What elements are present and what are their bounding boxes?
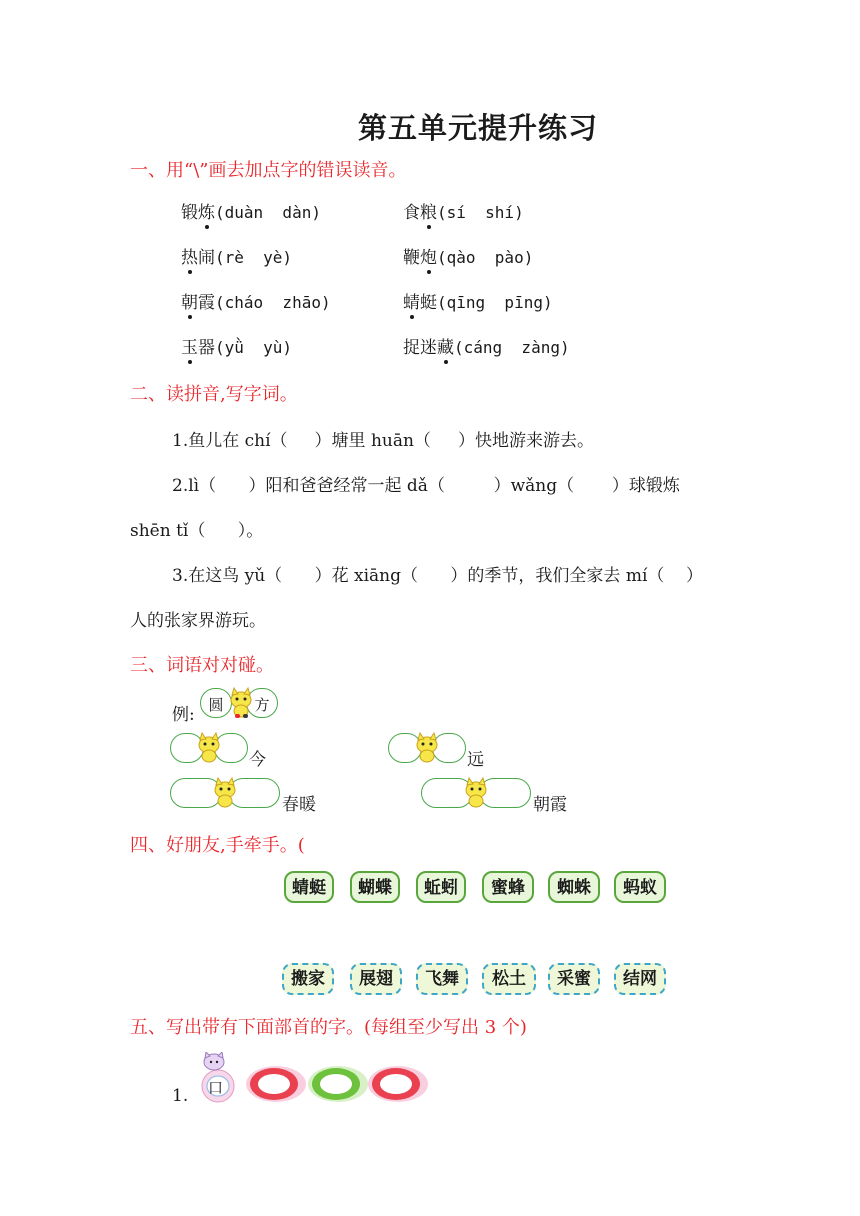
pinyin-item: 朝霞(cháo zhāo) (181, 288, 331, 313)
red-flower-blank[interactable] (244, 1062, 308, 1106)
cat-icon (410, 731, 444, 765)
item-1-label: 1. (172, 1086, 189, 1106)
question-line: 1.鱼儿在 chí（ ）塘里 huān（ ）快地游来游去。 (172, 431, 594, 451)
word-pair (170, 778, 282, 810)
cat-icon (192, 731, 226, 765)
dotted-char: 朝 (181, 288, 198, 313)
pinyin-options: (cáng zàng) (454, 338, 570, 357)
pinyin-item: 鞭炮(qào pào) (403, 243, 533, 268)
dotted-char: 炮 (420, 243, 437, 268)
dotted-char: 玉 (181, 333, 198, 358)
action-word-box[interactable]: 展翅 (350, 963, 402, 995)
action-word-box[interactable]: 结网 (614, 963, 666, 995)
pinyin-options: (cháo zhāo) (215, 293, 331, 312)
pair-right-char: 方 (254, 696, 270, 714)
pinyin-options: (qào pào) (437, 248, 534, 267)
pinyin-options: (duàn dàn) (215, 203, 321, 222)
insect-word-box[interactable]: 蝴蝶 (350, 871, 400, 903)
pair-left-char: 圆 (208, 696, 224, 714)
action-word-box[interactable]: 飞舞 (416, 963, 468, 995)
insect-word-box[interactable]: 蚯蚓 (416, 871, 466, 903)
section-5-heading: 五、写出带有下面部首的字。(每组至少写出 3 个) (130, 1017, 527, 1038)
pinyin-item: 蜻蜓(qīng pīng) (403, 288, 553, 313)
insect-word-box[interactable]: 蜻蜓 (284, 871, 334, 903)
insect-word-box[interactable]: 蚂蚁 (614, 871, 666, 903)
pair-word: 朝霞 (533, 795, 567, 815)
pinyin-item: 锻炼(duàn dàn) (181, 198, 321, 223)
pinyin-item: 玉器(yǜ yù) (181, 333, 292, 358)
radical-group (190, 1052, 440, 1106)
word-pair (170, 733, 250, 765)
green-flower-blank[interactable] (306, 1062, 370, 1106)
dotted-char: 粮 (420, 198, 437, 223)
section-2-heading: 二、读拼音,写字词。 (130, 384, 298, 405)
pinyin-item: 食粮(sí shí) (403, 198, 524, 223)
action-word-box[interactable]: 采蜜 (548, 963, 600, 995)
pinyin-options: (yǜ yù) (215, 338, 293, 357)
section-1-heading: 一、用“\”画去加点字的错误读音。 (130, 160, 407, 181)
pinyin-options: (qīng pīng) (437, 293, 553, 312)
word-pair (388, 733, 468, 765)
pinyin-options: (sí shí) (437, 203, 524, 222)
question-line: 3.在这鸟 yǔ（ ）花 xiāng（ ）的季节，我们全家去 mí（ ） (172, 566, 703, 586)
example-label: 例: (172, 705, 195, 725)
cat-icon (224, 686, 258, 720)
pinyin-item: 捉迷藏(cáng zàng) (403, 333, 570, 358)
action-word-box[interactable]: 松土 (482, 963, 536, 995)
section-4-heading: 四、好朋友,手牵手。( (130, 835, 305, 856)
pinyin-options: (rè yè) (215, 248, 293, 267)
pair-word: 远 (467, 750, 484, 770)
insect-word-box[interactable]: 蜜蜂 (482, 871, 534, 903)
cat-icon (208, 776, 242, 810)
example-pair (200, 688, 280, 720)
dotted-char: 炼 (198, 198, 215, 223)
action-word-box[interactable]: 搬家 (282, 963, 334, 995)
pair-word: 今 (249, 750, 266, 770)
dotted-char: 蜻 (403, 288, 420, 313)
section-3-heading: 三、词语对对碰。 (130, 655, 274, 676)
word-pair (421, 778, 533, 810)
question-line: shēn tǐ（ ）。 (130, 521, 264, 541)
red-flower-blank[interactable] (366, 1062, 430, 1106)
insect-word-box[interactable]: 蜘蛛 (548, 871, 600, 903)
radical-char: 口 (208, 1079, 224, 1097)
pinyin-item: 热闹(rè yè) (181, 243, 292, 268)
question-line: 人的张家界游玩。 (130, 611, 266, 631)
question-line: 2.lì（ ）阳和爸爸经常一起 dǎ（ ）wǎng（ ）球锻炼 (172, 476, 680, 496)
pair-word: 春暖 (282, 795, 316, 815)
dotted-char: 藏 (437, 333, 454, 358)
cat-icon (459, 776, 493, 810)
page-title: 第五单元提升练习 (358, 111, 599, 145)
dotted-char: 热 (181, 243, 198, 268)
